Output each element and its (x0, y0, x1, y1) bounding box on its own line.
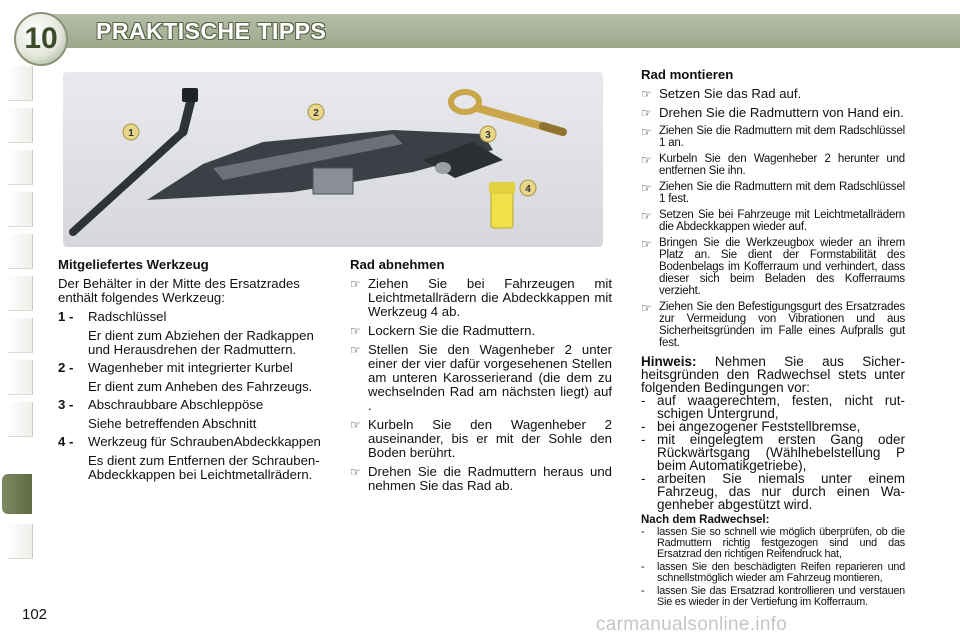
list-item: - mit eingelegtem ersten Gang oder Rückwärtsgang (Wählhebelstellung P beim Automatikgetriebe), (641, 432, 905, 473)
step-text: Bringen Sie die Werkzeugbox wieder an ihrem Platz an. Sie dient der Formstabilität des Bodenbelags im Kofferraum und verhindert, dass dieser sich beim Beladen des Kofferraums verzieht. (659, 237, 905, 297)
tool-name: Werkzeug für SchraubenAbdeckkappen (88, 434, 321, 449)
condition-text: auf waagerechtem, festen, nicht rutschigen Untergrund, (657, 393, 905, 421)
hand-pointer-icon: ☞ (641, 209, 652, 223)
mount-heading: Rad montieren (641, 67, 734, 82)
cap-removal-tool-icon (489, 182, 515, 228)
hinweis-text: Nehmen Sie aus Sicherheitsgründen den Radwechsel stets unter folgenden Bedingungen vor: (641, 354, 905, 395)
step-text: Ziehen Sie die Radmuttern mit dem Radschlüssel 1 an. (659, 125, 905, 149)
after-change-notes (641, 527, 905, 608)
hand-pointer-icon: ☞ (350, 324, 361, 338)
step-text: Kurbeln Sie den Wagenheber 2 herunter und entfernen Sie ihn. (659, 153, 905, 177)
condition-text: arbeiten Sie niemals unter einem Fahrzeug, das nur durch einen Wagenheber abgestützt wird. (657, 471, 905, 512)
tool-number: 3 - (58, 397, 74, 412)
hand-pointer-icon: ☞ (350, 465, 361, 479)
list-item: - lassen Sie so schnell wie möglich überprüfen, ob die Radmuttern richtig festgezogen sind und das Ersatzrad den richtigen Reifendruck hat, (641, 526, 905, 560)
list-item (641, 87, 905, 101)
tool-description: Er dient zum Abziehen der Radkappen und Herausdrehen der Radmuttern. (88, 328, 314, 357)
hand-pointer-icon: ☞ (350, 277, 361, 291)
chapter-tab-active[interactable] (2, 474, 32, 514)
list-item (641, 106, 905, 120)
list-item: - lassen Sie den beschädigten Reifen reparieren und schnellstmöglich wieder am Fahrzeug montieren, (641, 561, 905, 584)
condition-text: mit eingelegtem ersten Gang oder Rückwärtsgang (Wählhebelstellung P beim Automatikgetriebe), (657, 432, 905, 473)
after-change-heading: Nach dem Radwechsel: (641, 514, 770, 526)
note-text: lassen Sie so schnell wie möglich überprüfen, ob die Radmuttern richtig festgezogen sind und das Ersatzrad den richtigen Reifendruck hat, (657, 526, 905, 560)
list-item: - lassen Sie das Ersatzrad kontrollieren und verstauen Sie es wieder in der Vertiefung im Kofferraum. (641, 585, 905, 608)
tool-number: 1 - (58, 309, 74, 324)
chapter-tab[interactable] (8, 360, 33, 395)
step-text: Setzen Sie bei Fahrzeuge mit Leichtmetallrädern die Abdeckkappen wieder auf. (659, 209, 905, 233)
list-item (641, 125, 905, 149)
step-text: Drehen Sie die Radmuttern von Hand ein. (659, 105, 904, 120)
tools-illustration (63, 72, 603, 247)
hand-pointer-icon: ☞ (350, 343, 361, 357)
step-text: Ziehen Sie den Befestigungsgurt des Ersatzrades zur Vermeidung von Vibrationen und aus Sicherheitsgründen im Falle eines Aufpralls gut fest. (659, 301, 905, 349)
list-item (350, 324, 612, 338)
step-text: Ziehen Sie die Radmuttern mit dem Radschlüssel 1 fest. (659, 181, 905, 205)
hand-pointer-icon: ☞ (641, 106, 652, 120)
callout-1-label: 1 (128, 128, 134, 139)
tool-name: Abschraubbare Abschleppöse (88, 397, 264, 412)
tool-description: Siehe betreffenden Abschnitt (88, 416, 257, 431)
tools-intro: Der Behälter in der Mitte des Ersatzrades enthält folgendes Werkzeug: (58, 276, 300, 305)
page-number: 102 (22, 606, 48, 623)
step-text: Stellen Sie den Wagenheber 2 unter einer der vier dafür vorgesehenen Stellen am unteren Karosserierand (die dem zu wechselnden Rad am nächsten liegt) auf . (368, 342, 612, 413)
step-text: Setzen Sie das Rad auf. (659, 86, 802, 101)
callout-3-icon (480, 126, 496, 142)
tool-entry (58, 398, 328, 431)
note-text: lassen Sie den beschädigten Reifen reparieren und schnellstmöglich wieder am Fahrzeug montieren, (657, 561, 905, 584)
chapter-tabs (0, 60, 34, 580)
hand-pointer-icon: ☞ (350, 418, 361, 432)
hand-pointer-icon: ☞ (641, 125, 652, 139)
watermark: carmanualsonline.info (596, 614, 788, 635)
hand-pointer-icon: ☞ (641, 153, 652, 167)
tool-description: Er dient zum Anheben des Fahrzeugs. (88, 379, 313, 394)
tools-drawing (63, 72, 603, 247)
list-item (350, 418, 612, 460)
removal-steps (350, 277, 612, 493)
tool-number: 4 - (58, 434, 74, 449)
chapter-tab[interactable] (8, 192, 33, 227)
chapter-tab[interactable] (8, 150, 33, 185)
step-text: Drehen Sie die Radmuttern heraus und nehmen Sie das Rad ab. (368, 464, 612, 493)
step-text: Kurbeln Sie den Wagenheber 2 auseinander, bis er mit der Sohle den Boden berührt. (368, 417, 612, 460)
list-item (641, 209, 905, 233)
wheel-wrench-icon (73, 88, 198, 232)
wheel-mount-section (641, 68, 905, 610)
list-item (641, 153, 905, 177)
chapter-tab[interactable] (8, 402, 33, 437)
hand-pointer-icon: ☞ (641, 181, 652, 195)
jack-icon (147, 130, 503, 200)
callout-4-label: 4 (525, 184, 531, 195)
callout-1-icon (123, 124, 139, 140)
step-text: Lockern Sie die Radmuttern. (368, 323, 536, 338)
chapter-tab[interactable] (8, 234, 33, 269)
safety-conditions (641, 394, 905, 511)
tool-description: Es dient zum Entfernen der Schrauben-Abdeckkappen bei Leichtmetallrädern. (88, 453, 320, 482)
chapter-tab[interactable] (8, 108, 33, 143)
removal-heading: Rad abnehmen (350, 257, 445, 272)
list-item: - bei angezogener Feststellbremse, (641, 419, 861, 434)
tool-name: Wagenheber mit integrierter Kurbel (88, 360, 293, 375)
step-text: Ziehen Sie bei Fahrzeugen mit Leichtmetallrädern die Abdeckkappen mit Werkzeug 4 ab. (368, 276, 612, 319)
tools-heading: Mitgeliefertes Werkzeug (58, 257, 209, 272)
page-title: PRAKTISCHE TIPPS (96, 18, 327, 44)
list-item: - auf waagerechtem, festen, nicht rutschigen Untergrund, (641, 393, 905, 421)
tool-entry (58, 310, 328, 357)
wheel-removal-section (350, 258, 612, 498)
hand-pointer-icon: ☞ (641, 87, 652, 101)
list-item: - arbeiten Sie niemals unter einem Fahrzeug, das nur durch einen Wagenheber abgestützt wird. (641, 471, 905, 512)
tools-section (58, 258, 328, 482)
note-text: lassen Sie das Ersatzrad kontrollieren und verstauen Sie es wieder in der Vertiefung im Kofferraum. (657, 585, 905, 608)
mount-steps-detail (641, 125, 905, 349)
callout-4-icon (520, 180, 536, 196)
callout-3-label: 3 (485, 130, 491, 141)
hand-pointer-icon: ☞ (641, 301, 652, 315)
tool-entry (58, 361, 328, 394)
chapter-tab[interactable] (8, 276, 33, 311)
towing-eye-icon (451, 92, 563, 132)
chapter-tab[interactable] (8, 524, 33, 559)
list-item (350, 343, 612, 413)
mount-steps (641, 87, 905, 120)
hinweis-label: Hinweis: (641, 354, 697, 369)
hand-pointer-icon: ☞ (641, 237, 652, 251)
chapter-number-badge: 10 (14, 12, 68, 66)
list-item (641, 237, 905, 297)
callout-2-icon (308, 104, 324, 120)
chapter-tab[interactable] (8, 318, 33, 353)
condition-text: bei angezogener Feststellbremse, (657, 419, 861, 434)
list-item (350, 277, 612, 319)
list-item (641, 181, 905, 205)
tool-name: Radschlüssel (88, 309, 167, 324)
tool-entry (58, 435, 328, 482)
hinweis-note (641, 355, 905, 394)
callout-2-label: 2 (313, 108, 319, 119)
chapter-tab[interactable] (8, 66, 33, 101)
tool-number: 2 - (58, 360, 74, 375)
list-item (350, 465, 612, 493)
list-item (641, 301, 905, 349)
